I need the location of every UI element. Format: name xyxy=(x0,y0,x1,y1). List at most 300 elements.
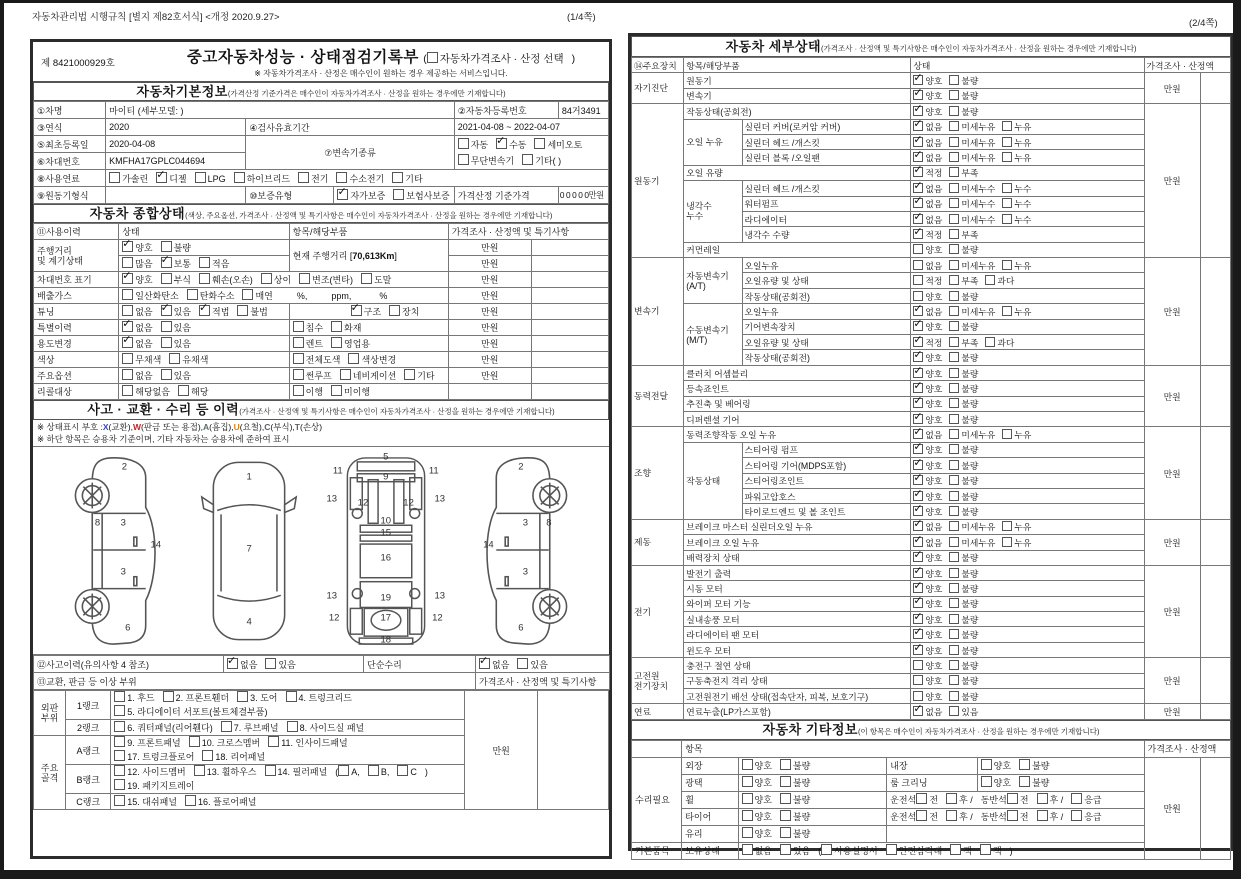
checkbox[interactable] xyxy=(821,844,832,855)
checkbox[interactable] xyxy=(742,810,753,821)
checkbox-option[interactable] xyxy=(980,844,1002,857)
checkbox[interactable] xyxy=(1007,793,1018,804)
checkbox-checked[interactable] xyxy=(913,568,923,578)
checkbox-option[interactable] xyxy=(293,353,341,366)
checkbox[interactable] xyxy=(949,121,959,131)
checkbox-option[interactable] xyxy=(949,259,995,272)
checkbox-option[interactable] xyxy=(985,336,1014,349)
checkbox-option[interactable] xyxy=(913,197,942,210)
checkbox-option[interactable] xyxy=(949,274,978,287)
checkbox-option[interactable] xyxy=(742,844,772,857)
checkbox-option[interactable] xyxy=(122,305,152,318)
checkbox[interactable] xyxy=(949,660,959,670)
checkbox[interactable] xyxy=(114,721,125,732)
checkbox-option[interactable] xyxy=(161,321,191,334)
checkbox[interactable] xyxy=(949,229,959,239)
checkbox[interactable] xyxy=(122,369,133,380)
checkbox-option[interactable] xyxy=(949,105,978,118)
checkbox-option[interactable] xyxy=(1071,810,1101,823)
checkbox-option[interactable] xyxy=(913,613,942,626)
checkbox[interactable] xyxy=(1002,537,1012,547)
checkbox-option[interactable] xyxy=(949,120,995,133)
checkbox[interactable] xyxy=(114,691,125,702)
checkbox-option[interactable] xyxy=(949,536,995,549)
checkbox[interactable] xyxy=(122,305,133,316)
checkbox-option[interactable] xyxy=(227,658,257,671)
checkbox-option[interactable] xyxy=(946,810,973,823)
checkbox[interactable] xyxy=(913,244,923,254)
checkbox[interactable] xyxy=(742,827,753,838)
checkbox-option[interactable] xyxy=(949,305,995,318)
checkbox-option[interactable] xyxy=(886,844,942,857)
checkbox[interactable] xyxy=(237,691,248,702)
checkbox[interactable] xyxy=(985,337,995,347)
checkbox[interactable] xyxy=(185,795,196,806)
checkbox-option[interactable] xyxy=(742,793,772,806)
checkbox-option[interactable] xyxy=(393,189,449,202)
checkbox-option[interactable] xyxy=(913,213,942,226)
checkbox-option[interactable] xyxy=(1002,536,1031,549)
checkbox[interactable] xyxy=(949,568,959,578)
checkbox-checked[interactable] xyxy=(913,198,923,208)
checkbox[interactable] xyxy=(913,675,923,685)
checkbox-option[interactable] xyxy=(1019,776,1049,789)
checkbox-option[interactable] xyxy=(1019,759,1049,772)
checkbox-option[interactable] xyxy=(265,658,295,671)
checkbox[interactable] xyxy=(949,429,959,439)
checkbox-option[interactable] xyxy=(114,705,267,719)
checkbox[interactable] xyxy=(242,289,253,300)
checkbox-option[interactable] xyxy=(392,172,422,185)
checkbox-checked[interactable] xyxy=(122,337,133,348)
checkbox-option[interactable] xyxy=(161,369,191,382)
checkbox-option[interactable] xyxy=(114,750,194,764)
checkbox-option[interactable] xyxy=(109,172,148,185)
checkbox[interactable] xyxy=(949,506,959,516)
checkbox[interactable] xyxy=(331,385,342,396)
checkbox-option[interactable] xyxy=(122,273,152,286)
checkbox[interactable] xyxy=(1071,810,1082,821)
checkbox[interactable] xyxy=(1002,306,1012,316)
checkbox-option[interactable] xyxy=(1002,213,1031,226)
checkbox-option[interactable] xyxy=(913,243,942,256)
checkbox-option[interactable] xyxy=(913,659,942,672)
checkbox-option[interactable] xyxy=(194,765,257,779)
checkbox-option[interactable] xyxy=(913,166,942,179)
checkbox-option[interactable] xyxy=(293,321,323,334)
checkbox-option[interactable] xyxy=(1002,182,1031,195)
checkbox-option[interactable] xyxy=(199,257,229,270)
checkbox-checked[interactable] xyxy=(913,552,923,562)
checkbox[interactable] xyxy=(458,154,469,165)
checkbox[interactable] xyxy=(742,844,753,855)
checkbox-option[interactable] xyxy=(949,690,978,703)
checkbox[interactable] xyxy=(1002,214,1012,224)
checkbox[interactable] xyxy=(949,691,959,701)
checkbox[interactable] xyxy=(114,765,125,776)
checkbox[interactable] xyxy=(949,137,959,147)
checkbox-option[interactable] xyxy=(1002,197,1031,210)
checkbox-checked[interactable] xyxy=(913,537,923,547)
checkbox-option[interactable] xyxy=(1007,810,1029,823)
checkbox-option[interactable] xyxy=(389,305,419,318)
checkbox[interactable] xyxy=(114,779,125,790)
checkbox-option[interactable] xyxy=(981,776,1011,789)
checkbox[interactable] xyxy=(913,691,923,701)
checkbox-option[interactable] xyxy=(534,138,582,151)
checkbox-option[interactable] xyxy=(361,273,391,286)
checkbox[interactable] xyxy=(949,521,959,531)
checkbox-checked[interactable] xyxy=(913,106,923,116)
checkbox-option[interactable] xyxy=(293,337,323,350)
checkbox[interactable] xyxy=(1002,137,1012,147)
checkbox[interactable] xyxy=(161,273,172,284)
checkbox-checked[interactable] xyxy=(227,658,238,669)
checkbox[interactable] xyxy=(981,776,992,787)
checkbox-option[interactable] xyxy=(913,105,942,118)
checkbox[interactable] xyxy=(348,353,359,364)
checkbox[interactable] xyxy=(949,291,959,301)
checkbox-option[interactable] xyxy=(522,154,561,167)
checkbox-option[interactable] xyxy=(742,776,772,789)
checkbox-option[interactable] xyxy=(949,166,978,179)
checkbox[interactable] xyxy=(949,475,959,485)
checkbox-option[interactable] xyxy=(913,74,942,87)
checkbox-checked[interactable] xyxy=(913,337,923,347)
checkbox-option[interactable] xyxy=(780,810,810,823)
checkbox-option[interactable] xyxy=(949,520,995,533)
checkbox-option[interactable] xyxy=(949,243,978,256)
checkbox[interactable] xyxy=(114,705,125,716)
checkbox-option[interactable] xyxy=(949,597,978,610)
checkbox-checked[interactable] xyxy=(913,368,923,378)
checkbox-option[interactable] xyxy=(397,765,417,779)
checkbox-option[interactable] xyxy=(293,369,332,382)
checkbox-option[interactable] xyxy=(913,582,942,595)
checkbox-option[interactable] xyxy=(913,690,942,703)
checkbox-option[interactable] xyxy=(913,644,942,657)
checkbox[interactable] xyxy=(949,629,959,639)
checkbox-checked[interactable] xyxy=(913,506,923,516)
checkbox[interactable] xyxy=(780,793,791,804)
checkbox-option[interactable] xyxy=(949,474,978,487)
checkbox-option[interactable] xyxy=(169,353,208,366)
checkbox[interactable] xyxy=(949,460,959,470)
checkbox-option[interactable] xyxy=(114,779,194,793)
checkbox[interactable] xyxy=(949,552,959,562)
checkbox-option[interactable] xyxy=(949,382,978,395)
checkbox-option[interactable] xyxy=(949,551,978,564)
checkbox[interactable] xyxy=(1071,793,1082,804)
checkbox[interactable] xyxy=(949,275,959,285)
checkbox-option[interactable] xyxy=(351,305,381,318)
checkbox-checked[interactable] xyxy=(337,189,348,200)
checkbox[interactable] xyxy=(1019,759,1030,770)
checkbox-option[interactable] xyxy=(913,474,942,487)
checkbox[interactable] xyxy=(517,658,528,669)
checkbox-checked[interactable] xyxy=(913,229,923,239)
checkbox-option[interactable] xyxy=(122,241,152,254)
checkbox-option[interactable] xyxy=(122,385,170,398)
checkbox[interactable] xyxy=(913,660,923,670)
checkbox-option[interactable] xyxy=(949,459,978,472)
checkbox-checked[interactable] xyxy=(496,138,507,149)
checkbox-checked[interactable] xyxy=(913,629,923,639)
checkbox-checked[interactable] xyxy=(913,75,923,85)
checkbox-option[interactable] xyxy=(299,273,353,286)
checkbox-option[interactable] xyxy=(1037,793,1064,806)
checkbox[interactable] xyxy=(286,691,297,702)
checkbox[interactable] xyxy=(913,275,923,285)
checkbox-checked[interactable] xyxy=(913,214,923,224)
checkbox-option[interactable] xyxy=(913,259,942,272)
checkbox[interactable] xyxy=(265,658,276,669)
checkbox-option[interactable] xyxy=(950,844,972,857)
checkbox-option[interactable] xyxy=(261,273,291,286)
checkbox[interactable] xyxy=(163,691,174,702)
checkbox-option[interactable] xyxy=(331,337,370,350)
checkbox-option[interactable] xyxy=(427,51,564,66)
checkbox-checked[interactable] xyxy=(913,598,923,608)
checkbox-checked[interactable] xyxy=(913,383,923,393)
checkbox-option[interactable] xyxy=(916,810,938,823)
checkbox-option[interactable] xyxy=(122,353,161,366)
checkbox[interactable] xyxy=(950,844,961,855)
checkbox[interactable] xyxy=(949,583,959,593)
checkbox-option[interactable] xyxy=(949,397,978,410)
checkbox-option[interactable] xyxy=(221,721,279,735)
checkbox-option[interactable] xyxy=(913,628,942,641)
checkbox-option[interactable] xyxy=(479,658,509,671)
checkbox[interactable] xyxy=(199,257,210,268)
checkbox-option[interactable] xyxy=(114,721,213,735)
checkbox-option[interactable] xyxy=(122,321,152,334)
checkbox[interactable] xyxy=(194,765,205,776)
checkbox-option[interactable] xyxy=(161,273,191,286)
checkbox[interactable] xyxy=(949,306,959,316)
checkbox-option[interactable] xyxy=(913,443,942,456)
checkbox-option[interactable] xyxy=(913,351,942,364)
checkbox[interactable] xyxy=(1007,810,1018,821)
checkbox[interactable] xyxy=(331,337,342,348)
checkbox-checked[interactable] xyxy=(913,167,923,177)
checkbox[interactable] xyxy=(949,675,959,685)
checkbox[interactable] xyxy=(916,793,927,804)
checkbox[interactable] xyxy=(949,183,959,193)
checkbox-option[interactable] xyxy=(1002,120,1031,133)
checkbox-option[interactable] xyxy=(338,765,360,779)
checkbox[interactable] xyxy=(122,257,133,268)
checkbox-checked[interactable] xyxy=(913,460,923,470)
checkbox[interactable] xyxy=(534,138,545,149)
checkbox-checked[interactable] xyxy=(156,172,167,183)
checkbox-option[interactable] xyxy=(368,765,390,779)
checkbox-option[interactable] xyxy=(161,257,191,270)
checkbox[interactable] xyxy=(949,537,959,547)
checkbox[interactable] xyxy=(949,198,959,208)
checkbox[interactable] xyxy=(268,736,279,747)
checkbox-option[interactable] xyxy=(187,289,235,302)
checkbox[interactable] xyxy=(980,844,991,855)
checkbox-option[interactable] xyxy=(199,305,229,318)
checkbox[interactable] xyxy=(161,337,172,348)
checkbox-option[interactable] xyxy=(949,674,978,687)
checkbox[interactable] xyxy=(169,353,180,364)
checkbox-option[interactable] xyxy=(293,385,323,398)
checkbox-option[interactable] xyxy=(949,490,978,503)
checkbox[interactable] xyxy=(114,795,125,806)
checkbox[interactable] xyxy=(122,289,133,300)
checkbox[interactable] xyxy=(293,321,304,332)
checkbox[interactable] xyxy=(293,369,304,380)
checkbox-option[interactable] xyxy=(1002,259,1031,272)
checkbox-option[interactable] xyxy=(268,736,348,750)
checkbox-option[interactable] xyxy=(913,567,942,580)
checkbox-option[interactable] xyxy=(949,151,995,164)
checkbox[interactable] xyxy=(1002,183,1012,193)
checkbox-option[interactable] xyxy=(916,793,938,806)
checkbox-option[interactable] xyxy=(404,369,434,382)
checkbox-option[interactable] xyxy=(913,490,942,503)
checkbox-option[interactable] xyxy=(114,691,154,705)
checkbox-checked[interactable] xyxy=(913,352,923,362)
checkbox-option[interactable] xyxy=(913,228,942,241)
checkbox-option[interactable] xyxy=(981,759,1011,772)
checkbox-option[interactable] xyxy=(1002,305,1031,318)
checkbox[interactable] xyxy=(161,369,172,380)
checkbox[interactable] xyxy=(109,172,120,183)
checkbox[interactable] xyxy=(331,321,342,332)
checkbox-option[interactable] xyxy=(114,736,180,750)
checkbox[interactable] xyxy=(949,260,959,270)
checkbox-option[interactable] xyxy=(742,827,772,840)
checkbox[interactable] xyxy=(522,154,533,165)
checkbox[interactable] xyxy=(949,614,959,624)
checkbox[interactable] xyxy=(949,337,959,347)
checkbox-option[interactable] xyxy=(913,336,942,349)
checkbox-checked[interactable] xyxy=(913,521,923,531)
checkbox[interactable] xyxy=(913,291,923,301)
checkbox-option[interactable] xyxy=(913,320,942,333)
checkbox-checked[interactable] xyxy=(122,241,133,252)
checkbox[interactable] xyxy=(780,759,791,770)
checkbox[interactable] xyxy=(368,765,379,776)
checkbox-option[interactable] xyxy=(780,844,810,857)
checkbox-option[interactable] xyxy=(949,367,978,380)
checkbox[interactable] xyxy=(293,385,304,396)
checkbox-option[interactable] xyxy=(161,337,191,350)
checkbox-option[interactable] xyxy=(122,369,152,382)
checkbox[interactable] xyxy=(949,706,959,716)
checkbox[interactable] xyxy=(1002,198,1012,208)
checkbox-checked[interactable] xyxy=(479,658,490,669)
checkbox-checked[interactable] xyxy=(913,137,923,147)
checkbox[interactable] xyxy=(427,52,438,63)
checkbox-option[interactable] xyxy=(458,154,514,167)
checkbox-option[interactable] xyxy=(1071,793,1101,806)
checkbox[interactable] xyxy=(949,167,959,177)
checkbox[interactable] xyxy=(161,241,172,252)
checkbox[interactable] xyxy=(946,810,957,821)
checkbox[interactable] xyxy=(340,369,351,380)
checkbox[interactable] xyxy=(780,827,791,838)
checkbox-option[interactable] xyxy=(1037,810,1064,823)
checkbox-option[interactable] xyxy=(298,172,328,185)
checkbox-option[interactable] xyxy=(913,597,942,610)
checkbox-option[interactable] xyxy=(287,721,365,735)
checkbox-option[interactable] xyxy=(949,197,995,210)
checkbox[interactable] xyxy=(1002,521,1012,531)
checkbox-option[interactable] xyxy=(949,582,978,595)
checkbox[interactable] xyxy=(886,844,897,855)
checkbox[interactable] xyxy=(985,275,995,285)
checkbox[interactable] xyxy=(122,353,133,364)
checkbox[interactable] xyxy=(404,369,415,380)
checkbox[interactable] xyxy=(949,244,959,254)
checkbox-option[interactable] xyxy=(913,290,942,303)
checkbox-checked[interactable] xyxy=(913,90,923,100)
checkbox[interactable] xyxy=(189,736,200,747)
checkbox-option[interactable] xyxy=(913,305,942,318)
checkbox[interactable] xyxy=(949,106,959,116)
checkbox-option[interactable] xyxy=(234,172,290,185)
checkbox[interactable] xyxy=(780,844,791,855)
checkbox-option[interactable] xyxy=(949,182,995,195)
checkbox[interactable] xyxy=(161,321,172,332)
checkbox-option[interactable] xyxy=(189,736,260,750)
checkbox[interactable] xyxy=(949,598,959,608)
checkbox[interactable] xyxy=(742,793,753,804)
checkbox[interactable] xyxy=(1002,260,1012,270)
checkbox-option[interactable] xyxy=(161,241,191,254)
checkbox[interactable] xyxy=(114,750,125,761)
checkbox[interactable] xyxy=(949,645,959,655)
checkbox-option[interactable] xyxy=(114,765,185,779)
checkbox[interactable] xyxy=(1037,793,1048,804)
checkbox-option[interactable] xyxy=(122,257,152,270)
checkbox-option[interactable] xyxy=(237,305,267,318)
checkbox-option[interactable] xyxy=(949,428,995,441)
checkbox[interactable] xyxy=(293,353,304,364)
checkbox-checked[interactable] xyxy=(913,645,923,655)
checkbox-option[interactable] xyxy=(949,351,978,364)
checkbox-option[interactable] xyxy=(913,459,942,472)
checkbox-option[interactable] xyxy=(949,413,978,426)
checkbox-option[interactable] xyxy=(913,367,942,380)
checkbox-option[interactable] xyxy=(1002,428,1031,441)
checkbox-checked[interactable] xyxy=(122,273,133,284)
checkbox[interactable] xyxy=(1002,121,1012,131)
checkbox-checked[interactable] xyxy=(913,183,923,193)
checkbox[interactable] xyxy=(195,172,206,183)
checkbox-checked[interactable] xyxy=(913,306,923,316)
checkbox-checked[interactable] xyxy=(351,305,362,316)
checkbox[interactable] xyxy=(946,793,957,804)
checkbox-option[interactable] xyxy=(199,273,253,286)
checkbox-checked[interactable] xyxy=(913,614,923,624)
checkbox[interactable] xyxy=(949,75,959,85)
checkbox[interactable] xyxy=(780,810,791,821)
checkbox-option[interactable] xyxy=(1007,793,1029,806)
checkbox-option[interactable] xyxy=(949,89,978,102)
checkbox-checked[interactable] xyxy=(161,257,172,268)
checkbox-checked[interactable] xyxy=(913,491,923,501)
checkbox-option[interactable] xyxy=(913,151,942,164)
checkbox[interactable] xyxy=(338,765,349,776)
checkbox[interactable] xyxy=(949,90,959,100)
checkbox[interactable] xyxy=(949,352,959,362)
checkbox[interactable] xyxy=(221,721,232,732)
